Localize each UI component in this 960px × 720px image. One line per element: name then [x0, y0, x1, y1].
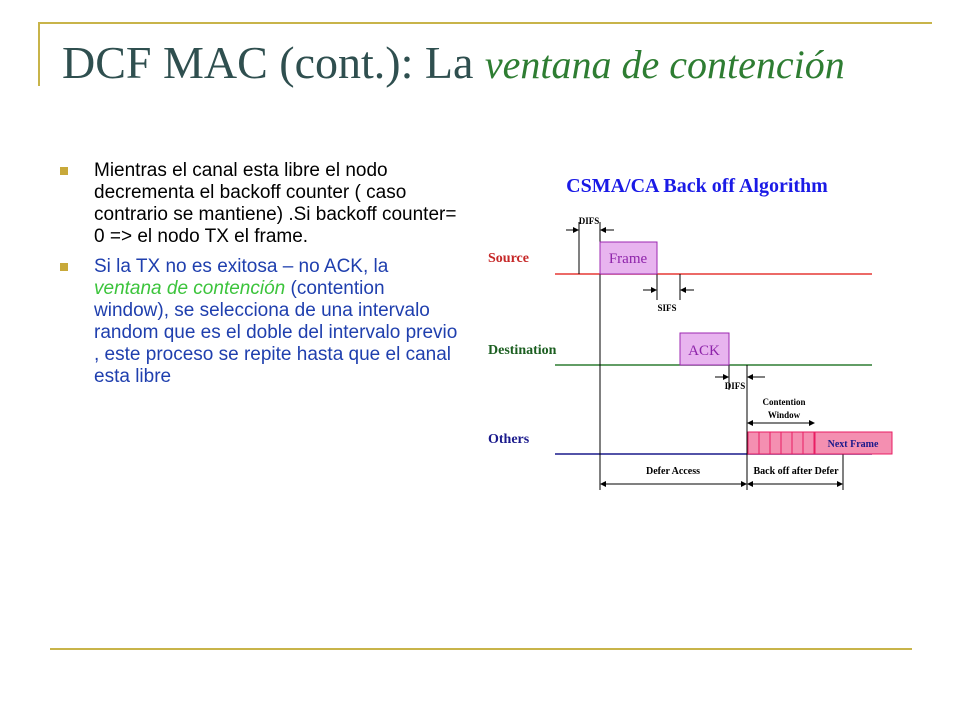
- backoff-slot: [803, 432, 814, 454]
- backoff-slot: [748, 432, 759, 454]
- backoff-slots: [748, 432, 814, 454]
- ack-label: ACK: [688, 343, 720, 359]
- bullet-text-before: Si la TX no es exitosa – no ACK, la: [94, 256, 389, 277]
- backoff-slot: [792, 432, 803, 454]
- bullet-emphasis: ventana de contención: [94, 278, 286, 299]
- backoff-slot: [770, 432, 781, 454]
- slide-title-italic: ventana de contención: [484, 42, 845, 87]
- backoff-slot: [781, 432, 792, 454]
- next-frame-label: Next Frame: [827, 439, 879, 450]
- destination-label: Destination: [488, 343, 557, 358]
- backoff-after-defer-label: Back off after Defer: [753, 466, 839, 477]
- source-label: Source: [488, 251, 529, 266]
- bullet-text: Mientras el canal esta libre el nodo decrementa el backoff counter ( caso contrario se mantiene) .Si backoff counter= 0 => el nodo TX el frame.: [94, 160, 457, 247]
- bullet-text-after: (contention window), se selecciona de una intervalo random que es el doble del intervalo previo , este proceso se repite hasta que el canal esta libre: [94, 278, 458, 387]
- others-label: Others: [488, 432, 530, 447]
- contention-window-label-line2: Window: [767, 410, 801, 420]
- difs-label-bottom: DIFS: [724, 381, 746, 391]
- contention-window-label-line1: Contention: [762, 397, 806, 407]
- difs-label-top: DIFS: [578, 216, 600, 226]
- backoff-slot: [759, 432, 770, 454]
- frame-label: Frame: [608, 251, 648, 267]
- slide-title-main: DCF MAC (cont.): La: [62, 37, 485, 88]
- diagram-title: CSMA/CA Back off Algorithm: [566, 175, 828, 197]
- sifs-label: SIFS: [657, 303, 677, 313]
- defer-access-label: Defer Access: [646, 466, 700, 477]
